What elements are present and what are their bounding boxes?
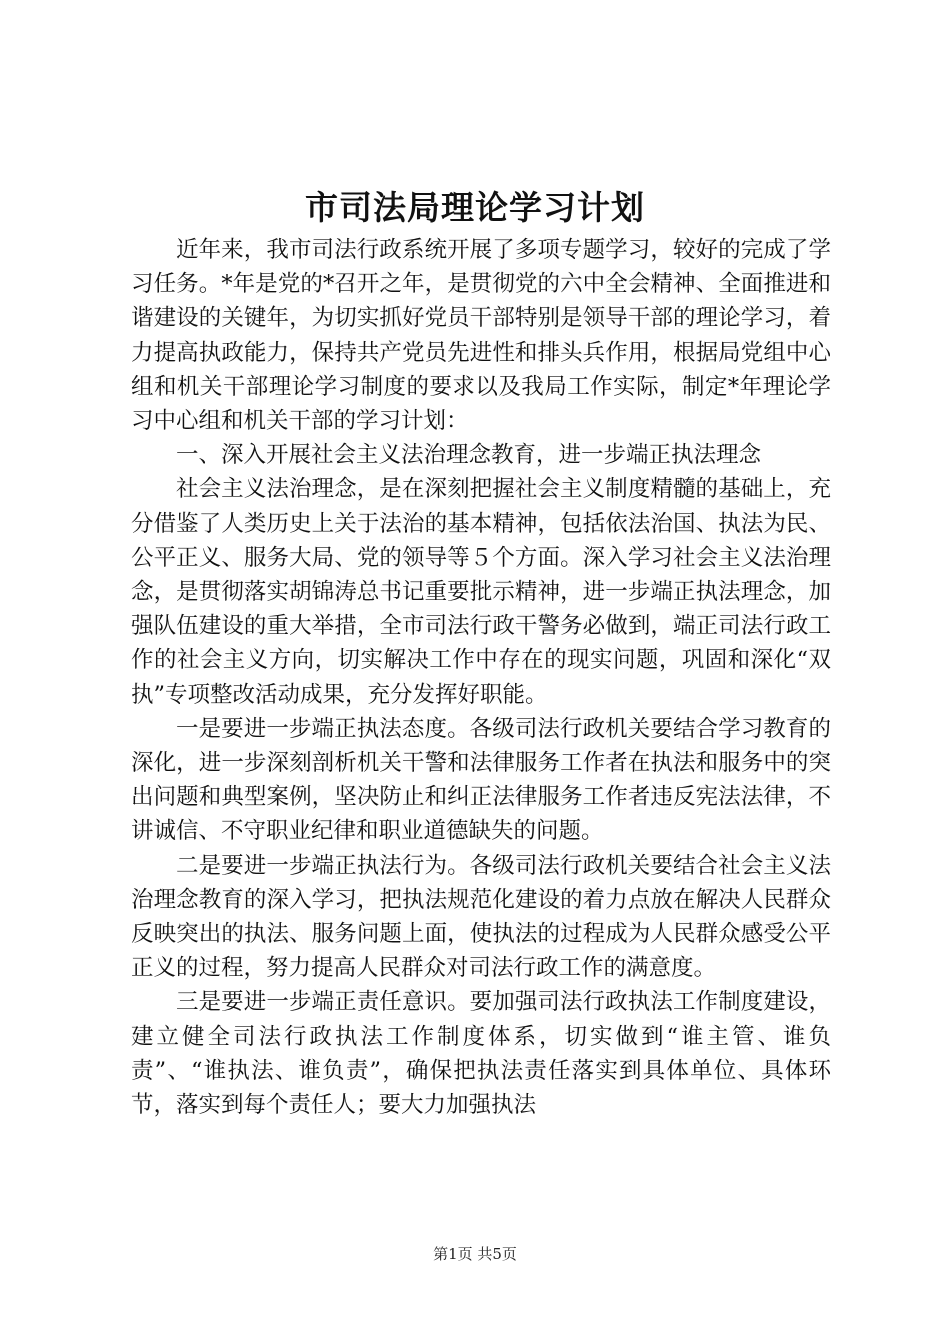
document-body: [131, 233, 831, 1122]
paragraph-point-3: 三是要进一步端正责任意识。要加强司法行政执法工作制度建设，建立健全司法行政执法工作制度体系，切实做到“谁主管、谁负责”、“谁执法、谁负责”，确保把执法责任落实到具体单位、具体环节，落实到每个责任人；要大力加强执法: [131, 989, 831, 1119]
page-number-footer: 第1页 共5页: [433, 1245, 517, 1263]
document-title: 市司法局理论学习计划: [305, 188, 645, 227]
paragraph-point-2: 二是要进一步端正执法行为。各级司法行政机关要结合社会主义法治理念教育的深入学习，把执法规范化建设的着力点放在解决人民群众反映突出的执法、服务问题上面，使执法的过程成为人民群众感受公平正义的过程，努力提高人民群众对司法行政工作的满意度。: [131, 852, 831, 982]
paragraph-rule-of-law-concept: 社会主义法治理念，是在深刻把握社会主义制度精髓的基础上，充分借鉴了人类历史上关于法治的基本精神，包括依法治国、执法为民、公平正义、服务大局、党的领导等５个方面。深入学习社会主义法治理念，是贯彻落实胡锦涛总书记重要批示精神，进一步端正执法理念，加强队伍建设的重大举措，全市司法行政干警务必做到，端正司法行政工作的社会主义方向，切实解决工作中存在的现实问题，巩固和深化“双执”专项整改活动成果，充分发挥好职能。: [131, 476, 831, 708]
section-heading-1: 一、深入开展社会主义法治理念教育，进一步端正执法理念: [176, 442, 762, 469]
paragraph-point-1: 一是要进一步端正执法态度。各级司法行政机关要结合学习教育的深化，进一步深刻剖析机关干警和法律服务工作者在执法和服务中的突出问题和典型案例，坚决防止和纠正法律服务工作者违反宪法法律，不讲诚信、不守职业纪律和职业道德缺失的问题。: [131, 715, 831, 845]
paragraph-intro: 近年来，我市司法行政系统开展了多项专题学习，较好的完成了学习任务。*年是党的*召开之年，是贯彻党的六中全会精神、全面推进和谐建设的关键年，为切实抓好党员干部特别是领导干部的理论学习，着力提高执政能力，保持共产党员先进性和排头兵作用，根据局党组中心组和机关干部理论学习制度的要求以及我局工作实际，制定*年理论学习中心组和机关干部的学习计划：: [131, 237, 831, 435]
